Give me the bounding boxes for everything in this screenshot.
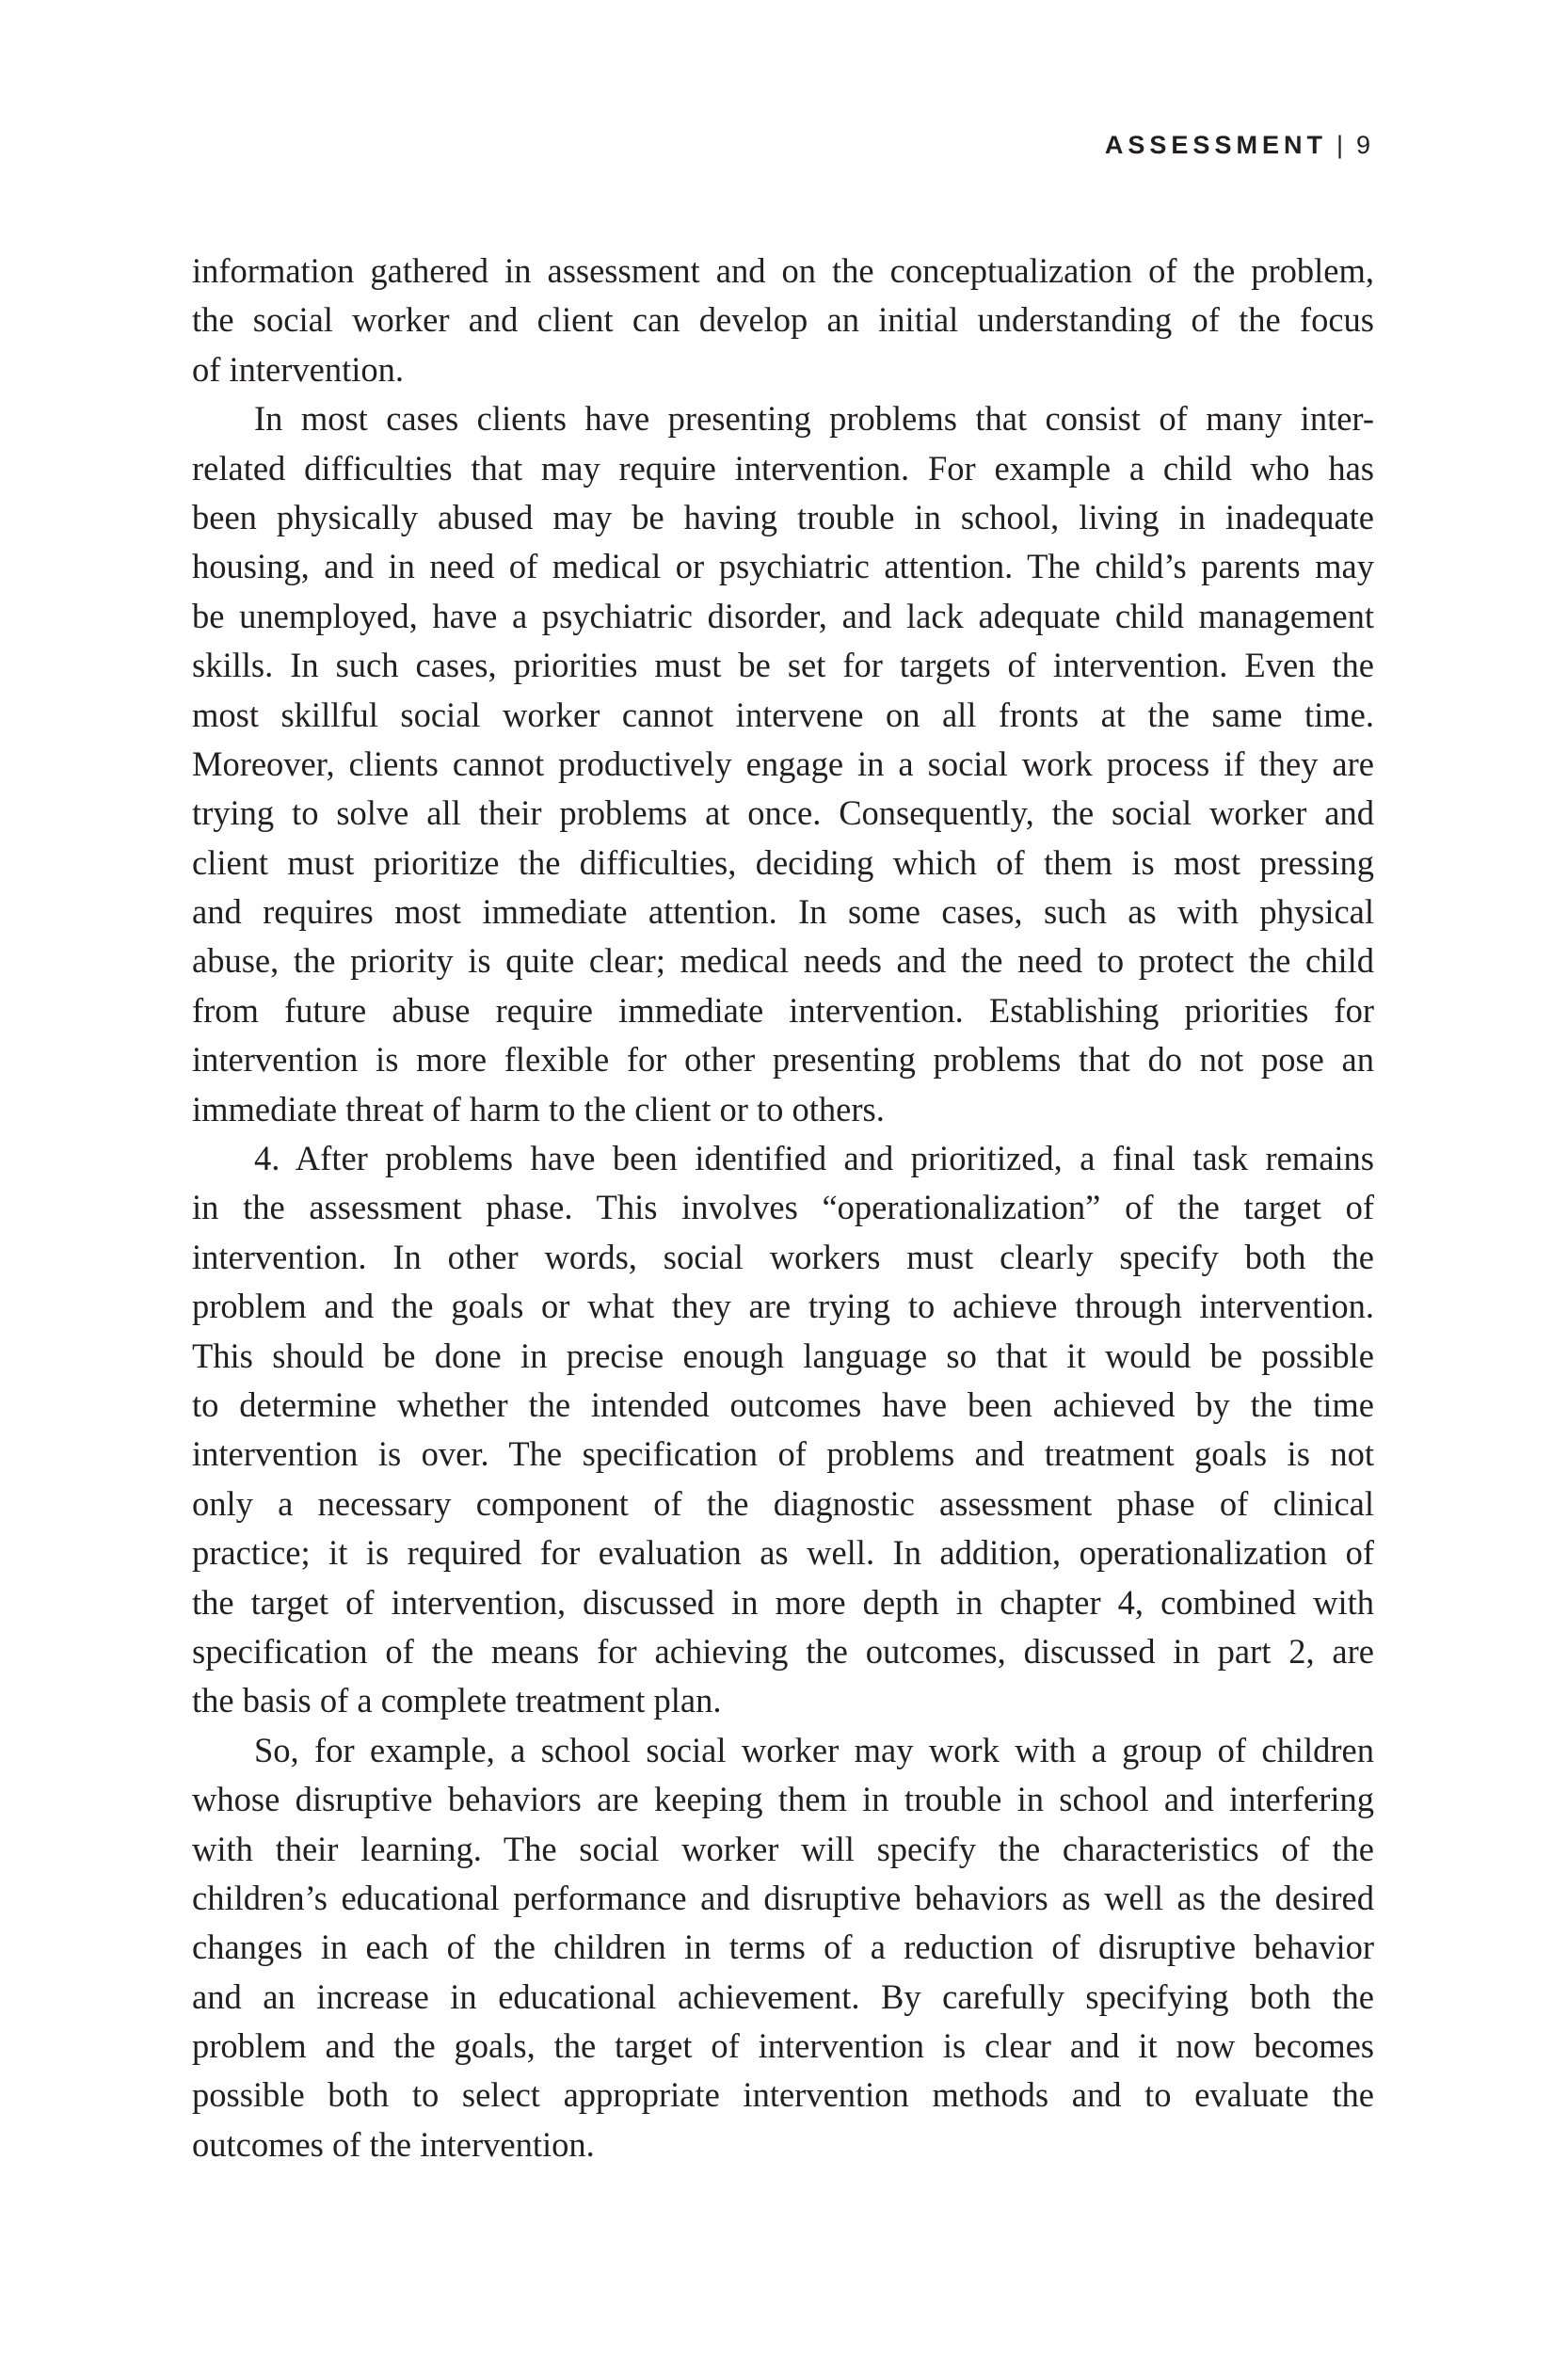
running-head-section-title: ASSESSMENT — [1104, 131, 1327, 159]
text-line: This should be done in precise enough language so that it would be possible — [192, 1336, 1374, 1375]
text-line: from future abuse require immediate intervention. Establishing priorities for — [192, 990, 1374, 1030]
text-line: whose disruptive behaviors are keeping them in trouble in school and interfering — [192, 1780, 1374, 1819]
text-line: problem and the goals or what they are trying to achieve through intervention. — [192, 1287, 1374, 1326]
text-line: immediate threat of harm to the client or to others. — [192, 1089, 885, 1128]
text-line: outcomes of the intervention. — [192, 2124, 595, 2164]
text-line: changes in each of the children in terms of a reduction of disruptive behavior — [192, 1928, 1374, 1967]
text-line: intervention. In other words, social workers must clearly specify both the — [192, 1237, 1374, 1276]
page-number: 9 — [1355, 131, 1370, 159]
text-line: the basis of a complete treatment plan. — [192, 1681, 722, 1720]
text-line: practice; it is required for evaluation as well. In addition, operationalization of — [192, 1533, 1374, 1573]
paragraph — [192, 1134, 1374, 1726]
text-line: information gathered in assessment and on the conceptualization of the problem, — [192, 251, 1374, 290]
text-line: been physically abused may be having trouble in school, living in inadequate — [192, 497, 1374, 536]
text-line: client must prioritize the difficulties, deciding which of them is most pressing — [192, 842, 1374, 882]
text-line: skills. In such cases, priorities must be set for targets of intervention. Even the — [192, 646, 1374, 685]
text-line: of intervention. — [192, 349, 405, 389]
text-line: intervention is more flexible for other presenting problems that do not pose an — [192, 1040, 1374, 1080]
text-line: to determine whether the intended outcomes have been achieved by the time — [192, 1384, 1374, 1424]
text-line: related difficulties that may require intervention. For example a child who has — [192, 448, 1374, 488]
text-line: in the assessment phase. This involves “operationalization” of the target of — [192, 1188, 1374, 1227]
text-line: and an increase in educational achievement. By carefully specifying both the — [192, 1976, 1374, 2016]
paragraph — [192, 247, 1374, 394]
running-head-separator: | — [1336, 131, 1343, 159]
text-line: be unemployed, have a psychiatric disorder, and lack adequate child management — [192, 596, 1374, 635]
running-head — [1105, 130, 1370, 160]
text-line: In most cases clients have presenting problems that consist of many inter- — [254, 399, 1374, 439]
text-line: 4. After problems have been identified and prioritized, a final task remains — [254, 1139, 1374, 1178]
text-line: trying to solve all their problems at once. Consequently, the social worker and — [192, 793, 1374, 833]
text-line: So, for example, a school social worker may work with a group of children — [254, 1730, 1374, 1769]
text-line: Moreover, clients cannot productively engage in a social work process if they are — [192, 744, 1374, 783]
text-line: housing, and in need of medical or psychiatric attention. The child’s parents may — [192, 547, 1374, 586]
text-line: most skillful social worker cannot intervene on all fronts at the same time. — [192, 695, 1374, 734]
paragraph — [192, 1726, 1374, 2170]
text-line: the target of intervention, discussed in more depth in chapter 4, combined with — [192, 1582, 1374, 1622]
text-line: possible both to select appropriate intervention methods and to evaluate the — [192, 2075, 1374, 2115]
text-line: problem and the goals, the target of intervention is clear and it now becomes — [192, 2026, 1374, 2066]
text-line: intervention is over. The specification of problems and treatment goals is not — [192, 1434, 1374, 1474]
text-line: and requires most immediate attention. In some cases, such as with physical — [192, 892, 1374, 932]
text-line: abuse, the priority is quite clear; medical needs and the need to protect the child — [192, 941, 1374, 981]
text-line: only a necessary component of the diagnostic assessment phase of clinical — [192, 1483, 1374, 1523]
text-line: with their learning. The social worker will specify the characteristics of the — [192, 1829, 1374, 1868]
text-line: the social worker and client can develop an initial understanding of the focus — [192, 300, 1374, 340]
paragraph — [192, 394, 1374, 1134]
text-line: specification of the means for achieving the outcomes, discussed in part 2, are — [192, 1631, 1374, 1671]
body-text — [192, 247, 1374, 2169]
text-line: children’s educational performance and disruptive behaviors as well as the desired — [192, 1878, 1374, 1917]
